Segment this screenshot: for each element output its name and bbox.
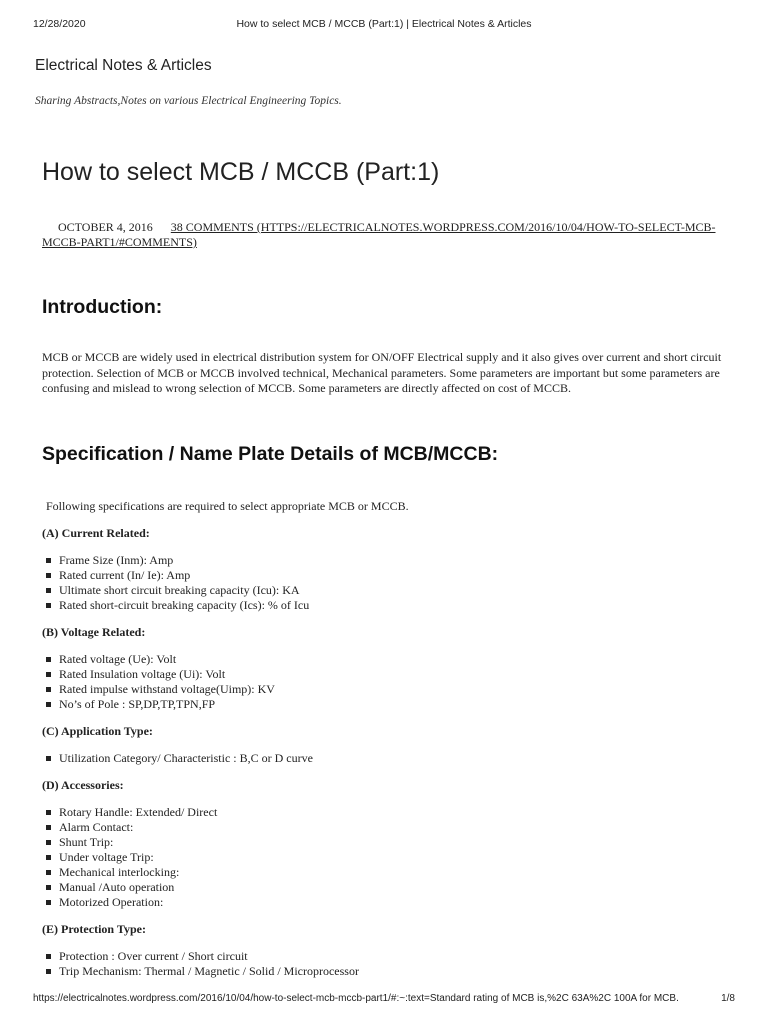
print-page-title: How to select MCB / MCCB (Part:1) | Electrical Notes & Articles <box>236 18 532 30</box>
list-item-text: Manual /Auto operation <box>59 880 175 894</box>
list-item-text: No’s of Pole : SP,DP,TP,TPN,FP <box>59 697 216 711</box>
list-item <box>42 697 732 712</box>
post-date: OCTOBER 4, 2016 <box>58 220 153 234</box>
introduction-paragraph: MCB or MCCB are widely used in electrical distribution system for ON/OFF Electrical supply and it also gives over current and short circuit protection. Selection of MCB or MCCB involved technical, Mechanical parameters. Some parameters are important but some parameters are confusing and mislead to wrong selection of MCCB. Some parameters are directly affected on cost of MCCB. <box>42 350 722 395</box>
spec-list-current <box>42 553 732 613</box>
list-item <box>42 652 732 667</box>
list-item-text: Ultimate short circuit breaking capacity (Icu): KA <box>59 583 300 597</box>
comments-link[interactable]: 38 COMMENTS (HTTPS://ELECTRICALNOTES.WORDPRESS.COM/2016/10/04/HOW-TO-SELECT-MCB-MCCB-PART1/#COMMENTS) <box>42 220 716 249</box>
list-item-text: Protection : Over current / Short circuit <box>59 949 248 963</box>
bullet-icon <box>46 573 51 578</box>
bullet-icon <box>46 810 51 815</box>
bullet-icon <box>46 702 51 707</box>
bullet-icon <box>46 969 51 974</box>
bullet-icon <box>46 825 51 830</box>
bullet-icon <box>46 954 51 959</box>
list-item <box>42 598 732 613</box>
specification-intro: Following specifications are required to select appropriate MCB or MCCB. <box>46 499 409 513</box>
bullet-icon <box>46 885 51 890</box>
print-footer <box>33 993 735 1007</box>
spec-list-application <box>42 751 732 766</box>
group-heading-current: (A) Current Related: <box>42 526 150 540</box>
list-item-text: Shunt Trip: <box>59 835 114 849</box>
print-date: 12/28/2020 <box>33 18 86 30</box>
list-item-text: Rated short-circuit breaking capacity (Ics): % of Icu <box>59 598 310 612</box>
list-item <box>42 805 732 820</box>
bullet-icon <box>46 558 51 563</box>
group-heading-protection: (E) Protection Type: <box>42 922 146 936</box>
bullet-icon <box>46 900 51 905</box>
bullet-icon <box>46 855 51 860</box>
list-item-text: Rated impulse withstand voltage(Uimp): KV <box>59 682 275 696</box>
list-item-text: Frame Size (Inm): Amp <box>59 553 174 567</box>
site-tagline: Sharing Abstracts,Notes on various Electrical Engineering Topics. <box>35 95 342 107</box>
bullet-icon <box>46 672 51 677</box>
list-item <box>42 880 732 895</box>
list-item-text: Trip Mechanism: Thermal / Magnetic / Solid / Microprocessor <box>59 964 359 978</box>
list-item <box>42 895 732 910</box>
bullet-icon <box>46 603 51 608</box>
list-item-text: Rated current (In/ Ie): Amp <box>59 568 191 582</box>
list-item <box>42 568 732 583</box>
list-item-text: Motorized Operation: <box>59 895 164 909</box>
group-heading-application: (C) Application Type: <box>42 724 153 738</box>
bullet-icon <box>46 687 51 692</box>
spec-list-protection <box>42 949 732 979</box>
list-item <box>42 865 732 880</box>
page-number: 1/8 <box>721 993 735 1004</box>
list-item <box>42 553 732 568</box>
print-header <box>33 18 735 32</box>
list-item <box>42 820 732 835</box>
group-heading-voltage: (B) Voltage Related: <box>42 625 146 639</box>
bullet-icon <box>46 588 51 593</box>
list-item <box>42 835 732 850</box>
post-meta <box>42 220 732 250</box>
list-item-text: Utilization Category/ Characteristic : B,C or D curve <box>59 751 313 765</box>
print-url: https://electricalnotes.wordpress.com/2016/10/04/how-to-select-mcb-mccb-part1/#:~:text=Standard rating of MCB is,%2C 63A%2C 100A for MCB. <box>33 993 679 1004</box>
specification-groups <box>42 526 732 991</box>
list-item-text: Under voltage Trip: <box>59 850 154 864</box>
spec-list-voltage <box>42 652 732 712</box>
spec-list-accessories <box>42 805 732 910</box>
list-item-text: Rated voltage (Ue): Volt <box>59 652 177 666</box>
bullet-icon <box>46 870 51 875</box>
post-title: How to select MCB / MCCB (Part:1) <box>42 158 440 186</box>
list-item <box>42 682 732 697</box>
list-item-text: Rated Insulation voltage (Ui): Volt <box>59 667 226 681</box>
list-item <box>42 850 732 865</box>
site-title[interactable]: Electrical Notes & Articles <box>35 57 212 74</box>
bullet-icon <box>46 756 51 761</box>
bullet-icon <box>46 657 51 662</box>
specification-heading: Specification / Name Plate Details of MCB/MCCB: <box>42 443 499 465</box>
list-item <box>42 583 732 598</box>
list-item-text: Rotary Handle: Extended/ Direct <box>59 805 218 819</box>
list-item-text: Mechanical interlocking: <box>59 865 180 879</box>
list-item <box>42 949 732 964</box>
bullet-icon <box>46 840 51 845</box>
group-heading-accessories: (D) Accessories: <box>42 778 124 792</box>
list-item <box>42 964 732 979</box>
list-item <box>42 751 732 766</box>
introduction-heading: Introduction: <box>42 296 163 318</box>
list-item <box>42 667 732 682</box>
list-item-text: Alarm Contact: <box>59 820 134 834</box>
